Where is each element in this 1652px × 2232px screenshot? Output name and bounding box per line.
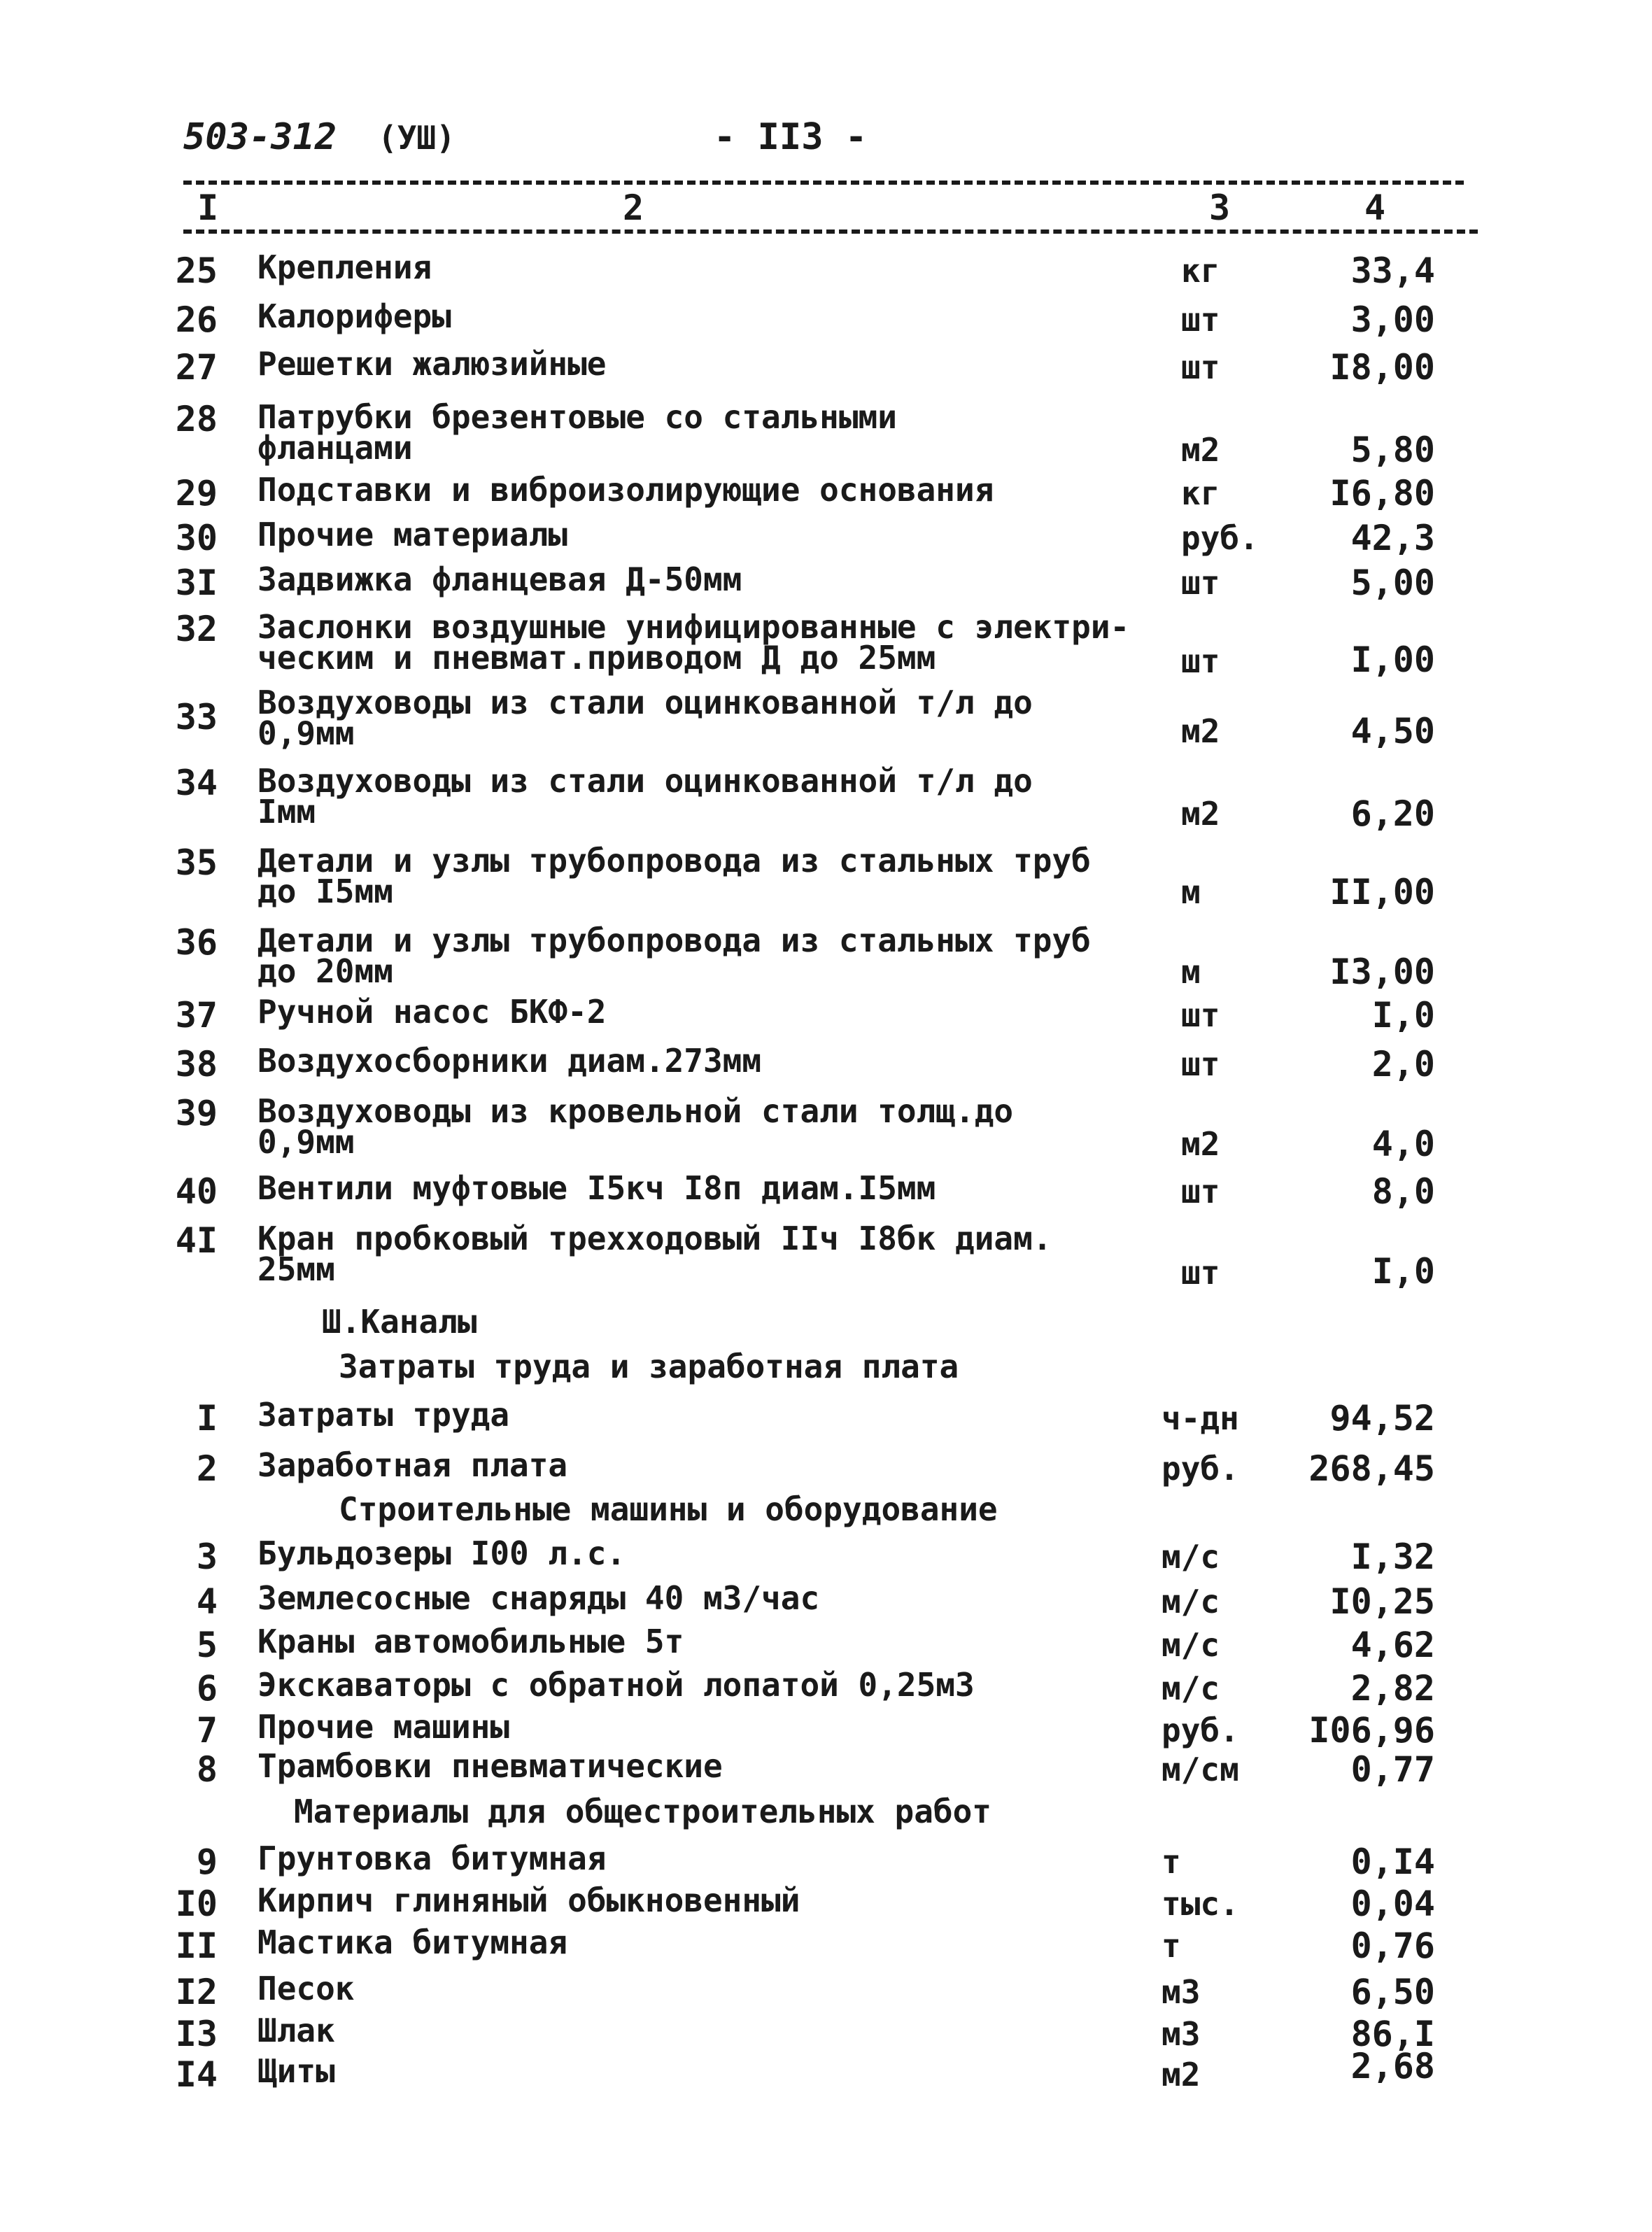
row-unit: м/с	[1162, 1583, 1220, 1620]
row-unit: м2	[1181, 1125, 1220, 1163]
table-row	[0, 1042, 1652, 1085]
row-quantity: 0,77	[1350, 1749, 1435, 1790]
row-name: Щиты	[257, 2052, 335, 2090]
row-unit: шт	[1181, 1254, 1220, 1292]
row-name: Трамбовки пневматические	[257, 1747, 723, 1785]
row-quantity: 0,76	[1350, 1926, 1435, 1966]
row-name: Детали и узлы трубопровода из стальных труб до 20мм	[257, 921, 1091, 990]
row-unit: кг	[1181, 252, 1220, 290]
row-number: 4	[196, 1581, 218, 1622]
row-unit: шт	[1181, 642, 1220, 680]
row-name: Вентили муфтовые I5кч I8п диам.I5мм	[257, 1169, 936, 1207]
row-number: I4	[175, 2054, 218, 2095]
row-name: Экскаваторы с обратной лопатой 0,25м3	[257, 1666, 975, 1704]
row-number: 7	[196, 1710, 218, 1751]
row-unit: м2	[1181, 431, 1220, 469]
row-number: 30	[175, 518, 218, 558]
table-row	[0, 2046, 1652, 2095]
row-number: II	[175, 1926, 218, 1966]
section-title: Ш.Каналы	[322, 1303, 477, 1341]
row-unit: руб.	[1162, 1450, 1239, 1488]
row-number: 2	[196, 1448, 218, 1489]
row-unit: т	[1162, 1843, 1181, 1881]
row-number: 34	[175, 763, 218, 803]
row-unit: шт	[1181, 1173, 1220, 1210]
row-quantity: 6,20	[1350, 793, 1435, 834]
row-number: 28	[175, 399, 218, 439]
row-unit: шт	[1181, 564, 1220, 602]
row-name: Мастика битумная	[257, 1923, 568, 1961]
row-name: Кирпич глиняный обыкновенный	[257, 1881, 800, 1919]
table-row	[0, 1579, 1652, 1622]
table-row	[0, 1747, 1652, 1790]
table-row	[0, 1220, 1652, 1292]
row-number: 3	[196, 1537, 218, 1577]
row-number: 8	[196, 1749, 218, 1790]
page-number: - II3 -	[714, 116, 868, 158]
row-unit: м/с	[1162, 1538, 1220, 1576]
row-name: Решетки жалюзийные	[257, 345, 607, 383]
row-unit: ч-дн	[1162, 1399, 1239, 1437]
row-number: 4I	[175, 1220, 218, 1261]
row-number: 25	[175, 250, 218, 291]
row-name: Задвижка фланцевая Д-50мм	[257, 560, 742, 598]
row-number: 37	[175, 995, 218, 1036]
table-row	[0, 921, 1652, 992]
row-name: Краны автомобильные 5т	[257, 1623, 684, 1660]
column-header-2: 2	[623, 188, 644, 228]
row-number: 40	[175, 1171, 218, 1212]
column-header-1: I	[197, 188, 219, 228]
row-name: Грунтовка битумная	[257, 1839, 607, 1877]
row-quantity: 2,0	[1371, 1044, 1435, 1085]
row-quantity: I8,00	[1329, 347, 1435, 388]
table-row	[0, 993, 1652, 1036]
row-quantity: 4,0	[1371, 1124, 1435, 1164]
row-quantity: I6,80	[1329, 473, 1435, 514]
subsection-heading-materials: Материалы для общестроительных работ	[294, 1793, 991, 1830]
row-quantity: I,0	[1371, 995, 1435, 1036]
row-quantity: I,0	[1371, 1251, 1435, 1292]
row-number: 9	[196, 1842, 218, 1882]
row-number: I3	[175, 2014, 218, 2054]
document-section-label: (УШ)	[378, 119, 456, 157]
row-quantity: 268,45	[1308, 1448, 1435, 1489]
table-row	[0, 1446, 1652, 1489]
table-row	[0, 248, 1652, 291]
row-quantity: 3,00	[1350, 299, 1435, 340]
table-row	[0, 842, 1652, 912]
row-quantity: 4,62	[1350, 1625, 1435, 1665]
row-name: Землесосные снаряды 40 м3/час	[257, 1579, 820, 1617]
row-number: I	[196, 1398, 218, 1439]
row-name: Заслонки воздушные унифицированные с электри- ческим и пневмат.приводом Д до 25мм	[257, 608, 1130, 677]
row-quantity: 42,3	[1350, 518, 1435, 558]
row-name: Подставки и виброизолирующие основания	[257, 471, 994, 509]
row-unit: м2	[1181, 795, 1220, 833]
row-quantity: 5,00	[1350, 563, 1435, 603]
row-unit: шт	[1181, 301, 1220, 339]
row-unit: м/с	[1162, 1626, 1220, 1664]
row-quantity: II,00	[1329, 872, 1435, 912]
row-quantity: 86,I	[1350, 2014, 1435, 2054]
header-divider-top	[183, 181, 1464, 185]
row-name: Калориферы	[257, 297, 451, 335]
subsection-heading-labor: Затраты труда и заработная плата	[339, 1348, 959, 1385]
column-header-3: 3	[1209, 188, 1231, 228]
row-unit: т	[1162, 1927, 1181, 1965]
row-quantity: 0,I4	[1350, 1842, 1435, 1882]
row-unit: м	[1181, 953, 1201, 991]
row-number: 6	[196, 1668, 218, 1709]
column-header-4: 4	[1364, 188, 1386, 228]
row-unit: шт	[1181, 996, 1220, 1034]
row-unit: руб.	[1181, 519, 1259, 557]
table-row	[0, 1092, 1652, 1164]
row-name: Воздуховоды из кровельной стали толщ.до 0,9мм	[257, 1092, 1014, 1161]
row-number: 5	[196, 1625, 218, 1665]
row-name: Затраты труда	[257, 1396, 510, 1434]
row-name: Ручной насос БКФ-2	[257, 993, 607, 1031]
row-number: 29	[175, 473, 218, 514]
row-unit: кг	[1181, 474, 1220, 512]
row-unit: м3	[1162, 2015, 1201, 2053]
row-unit: м2	[1181, 712, 1220, 750]
row-quantity: 94,52	[1329, 1398, 1435, 1439]
row-name: Крепления	[257, 248, 432, 286]
row-unit: руб.	[1162, 1711, 1239, 1749]
row-number: 3I	[175, 563, 218, 603]
row-name: Детали и узлы трубопровода из стальных труб до I5мм	[257, 842, 1091, 910]
subsection-heading-machines: Строительные машины и оборудование	[339, 1490, 998, 1528]
row-quantity: I,32	[1350, 1537, 1435, 1577]
row-quantity: 0,04	[1350, 1884, 1435, 1924]
row-quantity: 5,80	[1350, 430, 1435, 470]
row-quantity: I3,00	[1329, 952, 1435, 992]
row-number: I2	[175, 1972, 218, 2012]
row-number: I0	[175, 1884, 218, 1924]
row-quantity: 8,0	[1371, 1171, 1435, 1212]
table-row	[0, 1666, 1652, 1709]
row-unit: шт	[1181, 1045, 1220, 1083]
row-name: Воздуховоды из стали оцинкованной т/л до Iмм	[257, 762, 1033, 831]
row-unit: шт	[1181, 348, 1220, 386]
row-unit: м3	[1162, 1973, 1201, 2011]
row-name: Прочие материалы	[257, 516, 568, 553]
row-quantity: I06,96	[1308, 1710, 1435, 1751]
row-quantity: 4,50	[1350, 711, 1435, 751]
table-row	[0, 297, 1652, 340]
document-code: 503-312	[183, 116, 337, 158]
row-name: Воздуховоды из стали оцинкованной т/л до 0,9мм	[257, 684, 1033, 752]
row-number: 35	[175, 842, 218, 883]
row-unit: м/с	[1162, 1669, 1220, 1707]
row-number: 33	[175, 697, 218, 737]
row-number: 26	[175, 299, 218, 340]
row-name: Прочие машины	[257, 1708, 510, 1746]
table-row	[0, 345, 1652, 388]
table-row	[0, 1708, 1652, 1751]
table-row	[0, 1169, 1652, 1212]
table-row	[0, 1396, 1652, 1439]
row-name: Патрубки брезентовые со стальными фланцами	[257, 398, 897, 467]
row-name: Заработная плата	[257, 1446, 568, 1484]
row-quantity: I0,25	[1329, 1581, 1435, 1622]
table-row	[0, 398, 1652, 470]
table-row	[0, 684, 1652, 752]
row-number: 27	[175, 347, 218, 388]
row-quantity: 2,68	[1350, 2046, 1435, 2086]
row-quantity: 2,82	[1350, 1668, 1435, 1709]
row-number: 32	[175, 609, 218, 649]
row-unit: м2	[1162, 2056, 1201, 2093]
row-unit: м	[1181, 873, 1201, 911]
header-divider-bottom	[183, 229, 1478, 234]
row-number: 39	[175, 1093, 218, 1133]
row-quantity: 33,4	[1350, 250, 1435, 291]
row-name: Шлак	[257, 2012, 335, 2049]
row-number: 36	[175, 922, 218, 963]
row-unit: м/см	[1162, 1751, 1239, 1788]
row-name: Песок	[257, 1970, 355, 2007]
row-name: Кран пробковый трехходовый IIч I8бк диам. 25мм	[257, 1220, 1052, 1288]
row-unit: тыс.	[1162, 1885, 1239, 1923]
row-name: Бульдозеры I00 л.с.	[257, 1534, 626, 1572]
row-quantity: I,00	[1350, 640, 1435, 680]
row-quantity: 6,50	[1350, 1972, 1435, 2012]
row-name: Воздухосборники диам.273мм	[257, 1042, 762, 1080]
table-row	[0, 471, 1652, 514]
row-number: 38	[175, 1044, 218, 1085]
